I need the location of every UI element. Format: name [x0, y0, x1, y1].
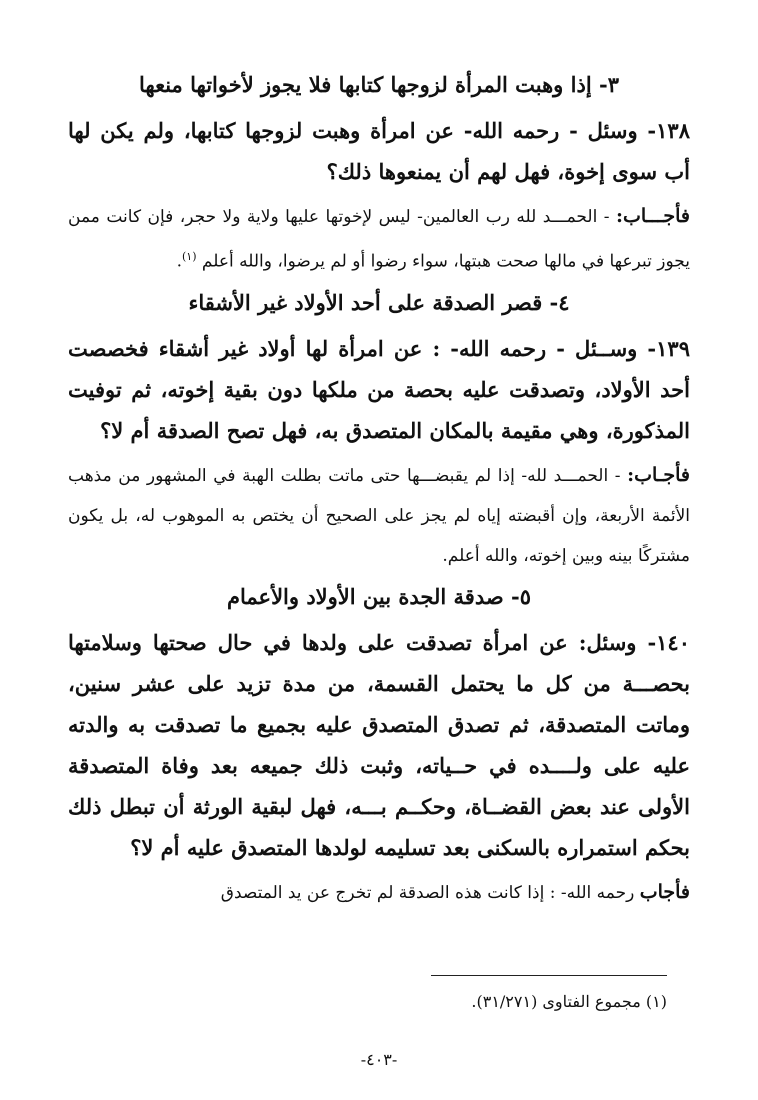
page-number: -٤٠٣- — [360, 1050, 398, 1069]
answer-paragraph — [68, 196, 690, 282]
answer-end: . — [176, 251, 182, 272]
page-body — [68, 70, 690, 919]
section-heading: ٤- قصر الصدقة على أحد الأولاد غير الأشقاء — [188, 289, 570, 315]
answer-lead: فأجاب — [639, 880, 690, 903]
footnote-divider — [431, 975, 667, 976]
answer-paragraph — [68, 872, 690, 913]
section-4 — [68, 288, 690, 576]
question-paragraph: ١٣٩- وســئل - رحمه الله- : عن امرأة لها أولاد غير أشقاء فخصصت أحد الأولاد، وتصدقت عليه بحصة من ملكها دون بقية إخوته، ثم توفيت المذكورة، وهي مقيمة بالمكان المتصدق به، فهل تصح الصدقة أم لا؟ — [68, 335, 690, 443]
section-heading: ٥- صدقة الجدة بين الأولاد والأعمام — [227, 583, 531, 609]
footnote: (١) مجموع الفتاوى (٣١/٢٧١). — [471, 992, 667, 1011]
answer-lead: فأجـاب: — [627, 463, 690, 486]
answer-text: رحمه الله- : إذا كانت هذه الصدقة لم تخرج عن يد المتصدق — [220, 882, 640, 903]
section-3 — [68, 70, 690, 282]
question-paragraph: ١٤٠- وسئل: عن امرأة تصدقت على ولدها في حال صحتها وسلامتها بحصـــة من كل ما يحتمل القسمة، من مدة تزيد على عشر سنين، وماتت المتصدقة، ثم تصدق المتصدق عليه بجميع ما تصدقت به والدته عليه على ولــــده في حــياته، وثبت ذلك جميعه بعد وفاة المتصدقة الأولى عند بعض القضــاة، وحكــم بـــه، فهل لبقية الورثة أن تبطل ذلك بحكم استمراره بالسكنى بعد تسليمه لولدها المتصدق عليه أم لا؟ — [68, 629, 690, 860]
answer-paragraph — [68, 455, 690, 576]
section-5 — [68, 582, 690, 913]
footnote-reference[interactable]: (١) — [182, 250, 197, 263]
answer-text: - الحمـــد لله رب العالمين- ليس لإخوتها عليها ولاية ولا حجر، فإن كانت ممن يجوز تبرعها في مالها صحت هبتها، سواء رضوا أو لم يرضوا، والله أعلم — [68, 207, 690, 272]
answer-text: - الحمـــد لله- إذا لم يقبضـــها حتى ماتت بطلت الهبة في المشهور من مذهب الأئمة الأربعة، وإن أقبضته إياه لم يجز على الصحيح أن يختص به الموهوب له، بل يكون مشتركًا بينه وبين إخوته، والله أعلم. — [68, 465, 690, 566]
answer-lead: فأجـــاب: — [615, 205, 690, 227]
question-paragraph: ١٣٨- وسئل - رحمه الله- عن امرأة وهبت لزوجها كتابها، ولم يكن لها أب سوى إخوة، فهل لهم أن يمنعوها ذلك؟ — [68, 118, 690, 184]
section-heading: ٣- إذا وهبت المرأة لزوجها كتابها فلا يجوز لأخواتها منعها — [139, 72, 619, 97]
